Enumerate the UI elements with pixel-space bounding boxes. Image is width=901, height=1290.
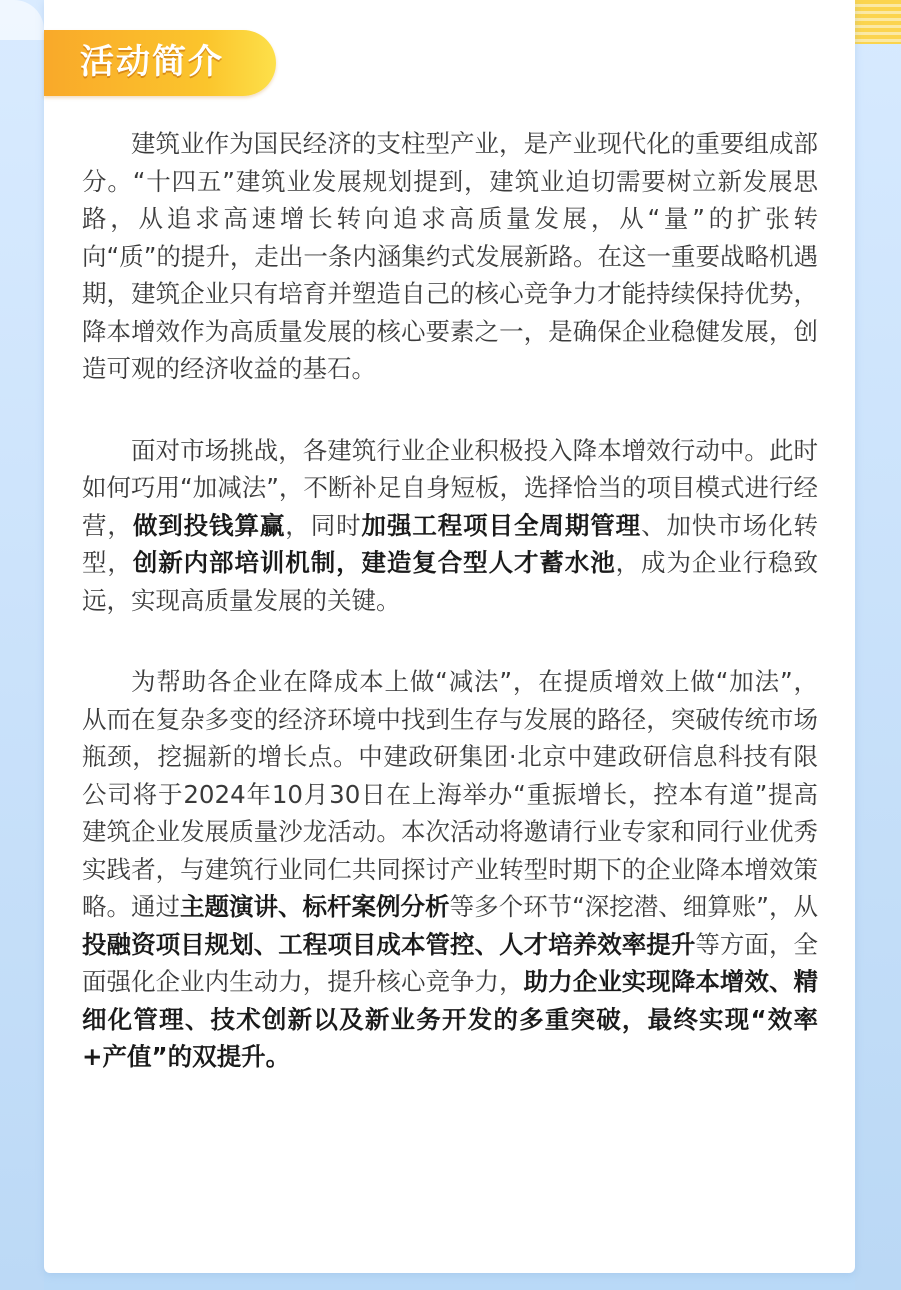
paragraph-text: 面对市场挑战，各建筑行业企业积极投入降本增效行动中。此时如何巧用“加减法”，不断补足自身短板，选择恰当的项目模式进行经营， — [82, 435, 818, 540]
emphasis-text: 做到投钱算赢 — [132, 510, 286, 540]
paragraph-text: 为帮助各企业在降成本上做“减法”，在提质增效上做“加法”，从而在复杂多变的经济环境中找到生存与发展的路径，突破传统市场瓶颈，挖掘新的增长点。中建政研集团·北京中建政研信息科技有限公司将于2024年10月30日在上海举办“重振增长，控本有道”提高建筑企业发展质量沙龙活动。本次活动将邀请行业专家和同行业优秀实践者，与建筑行业同仁共同探讨产业转型时期下的企业降本增效策略。通过 — [82, 667, 818, 921]
emphasis-text: 加强工程项目全周期管理 — [361, 510, 642, 540]
paragraph-1 — [82, 125, 818, 388]
emphasis-text: 助力企业实现降本增效、精细化管理、技术创新以及新业务开发的多重突破，最终实现“效率+产值”的双提升。 — [82, 967, 819, 1071]
left-background-strip — [0, 0, 44, 1290]
emphasis-text: 创新内部培训机制，建造复合型人才蓄水池 — [132, 548, 616, 577]
paragraph-2 — [82, 432, 818, 620]
section-title-banner — [44, 30, 276, 96]
article-body — [82, 125, 818, 1076]
section-title: 活动简介 — [80, 42, 224, 82]
yellow-stripe-decoration — [855, 0, 901, 44]
paragraph-3 — [82, 663, 818, 1076]
paragraph-text: 等方面，全面强化企业内生动力，提升核心竞争力， — [82, 929, 818, 996]
paragraph-text: ，同时 — [285, 510, 362, 540]
emphasis-text: 投融资项目规划、工程项目成本管控、人才培养效率提升 — [82, 929, 696, 959]
paragraph-text: 、加快市场化转型， — [82, 510, 819, 577]
emphasis-text: 主题演讲、标杆案例分析 — [180, 892, 450, 921]
paragraph-text: ，成为企业行稳致远，实现高质量发展的关键。 — [82, 548, 819, 615]
right-background-strip — [855, 0, 901, 1290]
paragraph-text: 建筑业作为国民经济的支柱型产业，是产业现代化的重要组成部分。“十四五”建筑业发展规划提到，建筑业迫切需要树立新发展思路，从追求高速增长转向追求高质量发展，从“量”的扩张转向“质”的提升，走出一条内涵集约式发展新路。在这一重要战略机遇期，建筑企业只有培育并塑造自己的核心竞争力才能持续保持优势，降本增效作为高质量发展的核心要素之一，是确保企业稳健发展，创造可观的经济收益的基石。 — [82, 129, 818, 383]
paragraph-text: 等多个环节“深挖潜、细算账”，从 — [449, 892, 819, 921]
